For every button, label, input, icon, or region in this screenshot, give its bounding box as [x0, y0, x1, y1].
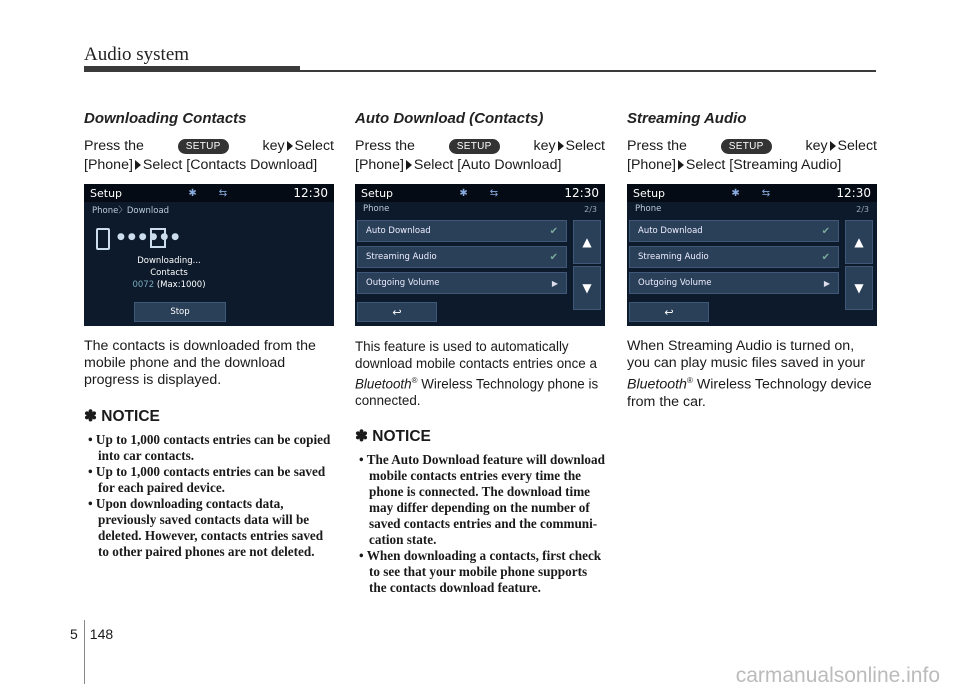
description: The contacts is downloaded from the mobile phone and the download progress is displayed. — [84, 338, 316, 388]
column-downloading-contacts — [84, 110, 334, 560]
heading: Downloading Contacts — [84, 110, 247, 127]
bluetooth-icon: ✱ — [188, 187, 197, 199]
menu-item-outgoing-volume[interactable]: Outgoing Volume ▶ — [357, 272, 567, 294]
check-icon: ✔ — [549, 225, 558, 237]
page-number: 5 148 — [70, 626, 114, 642]
notice-list — [355, 452, 605, 596]
section-title: Audio system — [84, 44, 190, 65]
arrow-right-icon — [830, 141, 836, 151]
usb-icon: ⇆ — [218, 187, 228, 199]
usb-icon: ⇆ — [761, 187, 771, 199]
arrow-right-icon — [287, 141, 293, 151]
phone-icon — [96, 228, 110, 250]
menu-item-streaming-audio[interactable]: Streaming Audio ✔ — [357, 246, 567, 268]
setup-key-badge: SETUP — [449, 139, 500, 154]
back-button[interactable] — [357, 302, 437, 322]
heading: Auto Download (Contacts) — [355, 110, 544, 127]
notice-item: • Up to 1,000 contacts entries can be saved for each paired device. — [84, 464, 334, 496]
setup-key-badge: SETUP — [721, 139, 772, 154]
scroll-down-button[interactable]: ▼ — [573, 266, 601, 310]
bluetooth-icon: ✱ — [731, 187, 740, 199]
arrow-right-icon — [678, 160, 684, 170]
arrow-right-icon — [406, 160, 412, 170]
menu-item-streaming-audio[interactable]: Streaming Audio ✔ — [629, 246, 839, 268]
notice-item: • When downloading a contacts, first check to see that your mobile phone supports the contacts download feature. — [355, 548, 605, 596]
arrow-right-icon — [135, 160, 141, 170]
menu-item-auto-download[interactable]: Auto Download ✔ — [629, 220, 839, 242]
setup-key-badge: SETUP — [178, 139, 229, 154]
back-arrow-icon: ↩ — [392, 305, 402, 319]
notice-heading: ✽ NOTICE — [355, 428, 431, 446]
back-button[interactable] — [629, 302, 709, 322]
notice-heading: ✽ NOTICE — [84, 408, 160, 425]
screenshot-phone-settings: Setup ✱ ⇆ 12:30 Phone 2/3 Auto Download ✔ Streaming Audio ✔ Outgoing Volume ▶ ▲ ▼ ↩ — [627, 184, 877, 326]
notice-item: • Upon downloading contacts data, previously saved contacts data will be deleted. However, contacts entries saved to other paired phones are not deleted. — [84, 496, 334, 560]
screenshot-phone-settings: Setup ✱ ⇆ 12:30 Phone 2/3 Auto Download ✔ Streaming Audio ✔ Outgoing Volume ▶ ▲ ▼ ↩ — [355, 184, 605, 326]
contacts-doc-icon — [150, 228, 166, 248]
notice-list — [84, 432, 334, 560]
description: When Streaming Audio is turned on, you can play music files saved in your Bluetooth® Wireless Technology device from the car. — [627, 338, 872, 410]
scroll-up-button[interactable]: ▲ — [573, 220, 601, 264]
screenshot-download: Setup ✱ ⇆ 12:30 Phone〉Download ●●●●●● Downloading... Contacts 0072 (Max:1000) Stop — [84, 184, 334, 326]
watermark: carmanualsonline.info — [735, 664, 940, 687]
check-icon: ✔ — [821, 225, 830, 237]
heading: Streaming Audio — [627, 110, 747, 127]
column-auto-download — [355, 110, 605, 596]
header-rule-thick — [84, 66, 300, 72]
column-streaming-audio — [627, 110, 877, 411]
menu-item-outgoing-volume[interactable]: Outgoing Volume ▶ — [629, 272, 839, 294]
notice-item: • The Auto Download feature will download mobile contacts entries every time the phone is connected. The download time may differ depending on the number of saved contacts entries and the communi-cation state. — [355, 452, 605, 548]
instruction: Press the SETUP key Select [Phone] Select [Contacts Download] — [84, 138, 334, 173]
instruction: Press the SETUP key Select [Phone] Select [Streaming Audio] — [627, 138, 877, 173]
scroll-up-button[interactable]: ▲ — [845, 220, 873, 264]
check-icon: ✔ — [549, 251, 558, 263]
check-icon: ✔ — [821, 251, 830, 263]
progress-dots: ●●●●●● — [117, 232, 183, 242]
menu-item-auto-download[interactable]: Auto Download ✔ — [357, 220, 567, 242]
description: This feature is used to automatically download mobile contacts entries once a Bluetooth® Wireless Technology phone is connected. — [355, 339, 599, 409]
stop-button[interactable]: Stop — [134, 302, 226, 322]
back-arrow-icon: ↩ — [664, 305, 674, 319]
header-rule-thin — [300, 70, 876, 72]
scroll-down-button[interactable]: ▼ — [845, 266, 873, 310]
play-arrow-icon: ▶ — [823, 278, 830, 288]
play-arrow-icon: ▶ — [551, 278, 558, 288]
instruction: Press the SETUP key Select [Phone] Select [Auto Download] — [355, 138, 605, 173]
notice-item: • Up to 1,000 contacts entries can be copied into car contacts. — [84, 432, 334, 464]
bluetooth-icon: ✱ — [459, 187, 468, 199]
usb-icon: ⇆ — [489, 187, 499, 199]
arrow-right-icon — [558, 141, 564, 151]
